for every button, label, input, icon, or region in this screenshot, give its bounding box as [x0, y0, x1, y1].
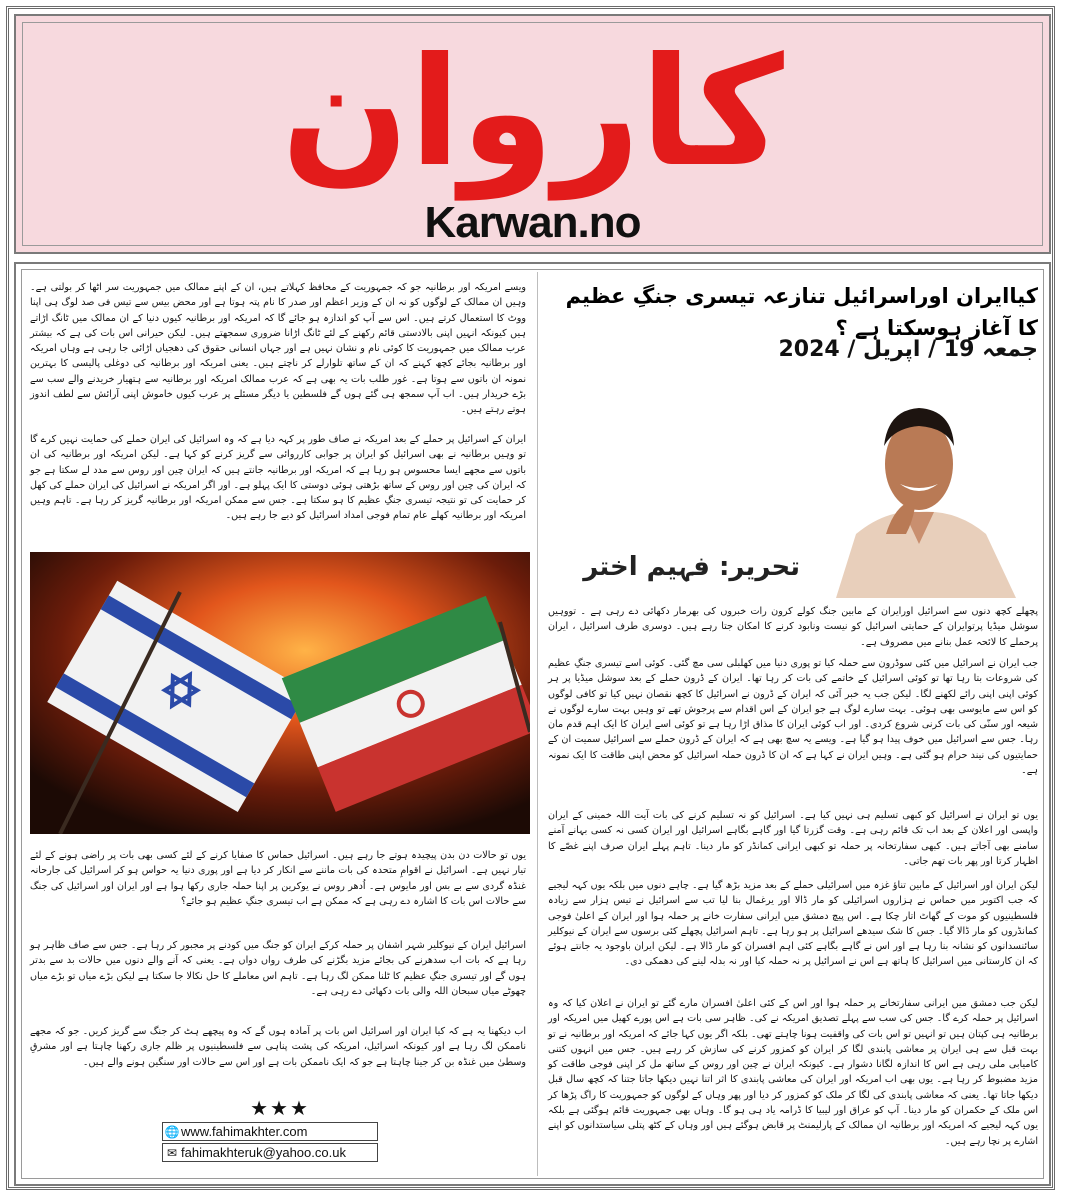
envelope-icon: ✉ — [166, 1146, 178, 1160]
section-stars: ★★★ — [250, 1096, 310, 1120]
left-paragraph-3: یوں تو حالات دن بدن پیچیدہ ہوتے جا رہے ہیں۔ اسرائیل حماس کا صفایا کرنے کے لئے کسی بھی بات پر راضی ہونے کے لئے تیار نہیں ہے۔ اسرائیل نے اقوامِ متحدہ کی بات ماننے سے انکار کر دیا ہے اور پوری دنیا یہ حواس ہو کر اسرائیل کی جارحانہ غنڈہ گردی سے بے بس اور مایوس ہے۔ اُدھر روس نے یوکرین پر اپنا حملہ جاری رکھا ہوا ہے اور ایران اور اسرائیل کی جنگ سے حالات اس بات کا اشارہ دے رہی ہے کہ ممکن ہے اب تیسری جنگِ عظیم ہو جائے؟ — [30, 850, 526, 907]
right-paragraph-3: یوں تو ایران نے اسرائیل کو کبھی تسلیم ہی نہیں کیا ہے۔ اسرائیل کو نہ تسلیم کرنے کی بات آیت اللہ خمینی کے ایران واپسی اور اعلان کے بعد اب تک قائم رہی ہے۔ وقت گزرتا گیا اور گاہے بگاہے اسرائیل اور ایران کسی نہ کسی بہانے آمنے سامنے بھی آجاتے ہیں۔ کبھی سفارتخانہ پر حملہ تو کبھی ایرانی کمانڈر کو مار دینا۔ تاہم پہلے ایران صرف اپنے غصّے کا اظہار کرتا اور پھر بات تھم جاتی۔ — [548, 810, 1038, 867]
right-paragraph-5: لیکن جب دمشق میں ایرانی سفارتخانے پر حملہ ہوا اور اس کے کئی اعلیٰ افسران مارے گئے تو ایران نے اعلان کیا کہ وہ اسرائیل پر حملہ کرے گا۔ جس کی سب سے پہلے تصدیق امریکہ نے کی۔ ظاہر سی بات ہے اس پورے کھیل میں امریکہ اور برطانیہ ہی کپتان ہیں تو انہیں تو اس بات کی واقفیت ہونا چاہتے تھی۔ بلکہ اگر یوں کہا جائے کہ امریکہ اور برطانیہ نے تو بہت قبل سے ہی ایران پر معاشی پابندی لگا کر ایران کو کمزور کرنے کی سازش کر رہے ہیں۔ جس میں انہوں کتنی کامیابی ملی رہی ہے اس کا اندازہ لگانا دشوار ہے۔ کیونکہ ایران نے چین اور روس کے ساتھ مل کر اپنی فوجی طاقت کو مزید مضبوط کر رہا ہے۔ یوں بھی اب امریکہ اور ایران کی معاشی پابندی کا اثر اتنا نہیں دیکھا جاتا جتنا کہ کچھ سال قبل دیکھا جاتا تھا۔ یعنی کہ معاشی پابندی کی لگا کر ملک کو کمزور کر دیا اور پھر وہاں کے لوگوں کو جمہوریت کا راگ پڑھا کر اس ملک کے حکمران کو مار دینا۔ آپ کو عراق اور لیبیا کا ڈرامہ یاد ہی ہو گا۔ وہاں بھی جمہوریت قائم ہوگئی ہے بلکہ یوں کہہ لیجیے کہ امریکہ اور برطانیہ ان ممالک کے پارلیمنٹ پر قابض ہوگئے ہیں اور وہاں کے کٹھ پتلی سیاستدانوں کو اپنے اشارے پر نچا رہے ہیں۔ — [548, 998, 1038, 1147]
column-divider — [537, 272, 538, 1176]
right-paragraph-2: جب ایران نے اسرائیل میں کئی سوڈرون سے حملہ کیا تو پوری دنیا میں کھلبلی سی مچ گئی۔ کوئی اسے تیسری جنگِ عظیم کی شروعات بتا رہا تھا تو کوئی اسرائیل کے خاتمے کی بات کر رہا تھا۔ ایران کے ڈرون حملے کے بعد سوشل میڈیا پر ہر کوئی اپنی اپنی رائے لکھنے لگا۔ لیکن جب یہ خبر آئی کہ ایران کے ڈرون نے اسرائیل کا کچھ نقصان نہیں کیا تو کافی لوگوں کو اس سے مایوسی بھی ہوئی۔ بہت سارے لوگ ہے جو ایران کے اس اقدام سے پرجوش تھے تو وہیں بہت سارے لوگوں نے شیعہ اور سنّی کی بات کرنی شروع کردی۔ اور اب کوئی ایران کا مذاق اڑا رہا ہے تو کوئی اسے ایران کا ایک اہم قدم مان رہا۔ جس سے اسرائیل میں خوف پیدا ہو گیا ہے۔ ویسے یہ سچ بھی ہے کہ ایران کے ڈرون حملے سے اسرائیل سمیت ان کے حمایتیوں کی نیند حرام ہو گئی ہے۔ وہیں ایران نے کہا ہے کہ ان کا ڈرون حملہ اسرائیل کو محض اپنی طاقت کا ایک نمونہ ہے۔ — [548, 658, 1038, 777]
left-paragraph-4: اسرائیل ایران کے نیوکلیر شہر اشفان پر حملہ کرکے ایران کو جنگ میں کودنے پر مجبور کر رہا ہے۔ جس سے صاف ظاہر ہو رہا ہے کہ بات اب سدھرنے کی بجائے مزید بگڑنے کی طرف رواں دواں ہے۔ یعنی کہ آنے والے دنوں میں حالات بد سے بدتر ہوں گے اور تیسری جنگِ عظیم کا ٹلنا ممکن لگ رہا ہے۔ تاہم اس معاملے کا حل نکالا جا سکتا ہے لیکن بڑے میاں تو بڑے میاں چھوٹے میاں سبحان اللہ والی بات دکھائی دے رہی ہے۔ — [30, 940, 526, 997]
logo-latin: Karwan.no — [424, 198, 641, 247]
left-paragraph-1: ویسے امریکہ اور برطانیہ جو کہ جمہوریت کے محافظ کہلاتے ہیں، ان کے اپنے ممالک میں جمہوریت سر اٹھا کر بولتی ہے۔ وہیں ان ممالک کے لوگوں کو نہ ان کے وزیر اعظم اور صدر کا نام پتہ ہوتا ہے اور محض بیس سے تیس فی صد لوگ ہی اپنا ووٹ کا استعمال کرتے ہیں۔ اس سے آپ کو اندازہ ہو جائے گا کہ امریکہ اور برطانیہ کیوں دنیا کے ان ممالک میں ٹانگ اڑاتے ہیں کیونکہ انہیں اپنی بالادستی قائم رکھنے کے لئے ٹانگ اڑانا ضروری سمجھتے ہیں۔ لیکن حیرانی اس بات کی ہے کہ بیشتر عرب ممالک میں جمہوریت کا کوئی نام و نشان نہیں ہے اور جہاں انسانی حقوق کی دھجیاں اڑائی جا رہی ہے وہاں امریکہ اور برطانیہ بجائے کچھ کہنے کہ ان کے ساتھ تلوارلے کر ناچتے ہیں۔ یعنی امریکہ اور برطانیہ کی دوغلی پالیسی کا بہترین نمونہ ان باتوں سے ہوتا ہے۔ غور طلب بات یہ بھی ہے کہ عرب ممالک امریکہ اور برطانیہ سے ہتھیار خریدنے والے سب سے بڑے خریدار ہیں۔ اب آپ سمجھ ہی گئے ہوں گے فلسطین یا دیگر مسئلے پر عرب کیوں خاموش اپنی آرائش سے لطف اندوز ہوتے رہتے ہیں۔ — [30, 282, 526, 416]
left-paragraph-2: ایران کے اسرائیل پر حملے کے بعد امریکہ نے صاف طور پر کہہ دیا ہے کہ وہ اسرائیل کی ایران حملے کی حمایت نہیں کرے گا تو وہیں برطانیہ نے بھی اسرائیل کو ایران پر جوابی کارروائی سے گریز کرنے کو کہا ہے۔ لیکن امریکہ اور برطانیہ کی ان باتوں سے مجھے ایسا محسوس ہو رہا ہے کہ امریکہ اور برطانیہ جانتے ہیں کہ ایران چین اور روس سے مدد لے سکتا ہے جو کہ ایران کی چین اور روس کے ساتھ بڑھتی ہوئی دوستی کا ایک پہلو ہے۔ اور اگر امریکہ نے اسرائیل کی ایران حملے کی کھل کر حمایت کی تو نتیجہ تیسری جنگِ عظیم کا ہو سکتا ہے۔ جس سے ممکن امریکہ اور برطانیہ گریز کر رہا ہے۔ تاہم وہیں امریکہ اور برطانیہ کھلے عام تمام فوجی امداد اسرائیل کو دیے جا رہے ہیں۔ — [30, 434, 526, 522]
israel-iran-flags-illustration — [30, 552, 530, 834]
email-text: fahimakhteruk@yahoo.co.uk — [181, 1145, 346, 1160]
logo-urdu: کاروان — [281, 26, 784, 200]
email-link[interactable] — [162, 1143, 378, 1162]
article-date: جمعہ 19 / اپریل / 2024 — [778, 337, 1038, 362]
right-paragraph-1: پچھلے کچھ دنوں سے اسرائیل اورایران کے مابین جنگ کولے کرون رات خبروں کی بھرمار دکھائی دے رہی ہے ۔ تووہیں سوشل میڈیا پرتوایران کے حمایتی اسرائیل کو نیست ونابود کرنے کا امکان جتا رہے ہیں۔ دوسری طرف اسرائیل ، ایران پرحملے کا لائحہ عمل بنانے میں مصروف ہے۔ — [548, 606, 1038, 648]
article-title: کیاایران اوراسرائیل تنازعہ تیسری جنگِ عظیم کا آغاز ہوسکتا ہے ؟ — [565, 284, 1038, 340]
author-byline: تحریر: فہیم اختر — [583, 552, 800, 582]
website-text: www.fahimakhter.com — [181, 1124, 308, 1139]
left-paragraph-5: اب دیکھنا یہ ہے کہ کیا ایران اور اسرائیل اس بات پر آمادہ ہوں گے کہ وہ پیچھے ہٹ کر جنگ سے گریز کریں۔ جو کہ مجھے ناممکن لگ رہا ہے اور کیونکہ اسرائیل، امریکہ کی پشت پناہی سے فلسطینیوں پر ظلم جاری رکھنا چاہتا ہے اور مشرقِ وسطیٰ میں غنڈہ بن کر جینا چاہتا ہے جو کہ ایک ناممکن بات ہے اور اس سے حالات اور سنگین ہونے والے ہیں۔ — [30, 1026, 526, 1068]
author-photo — [796, 384, 1042, 598]
flags-image — [30, 552, 530, 834]
author-portrait-image — [796, 384, 1042, 598]
masthead — [14, 14, 1051, 254]
right-paragraph-4: لیکن ایران اور اسرائیل کے مابین تناؤ غزہ میں اسرائیلی حملے کے بعد مزید بڑھ گیا ہے۔ چاہے دنوں میں بلکہ یوں کہہ لیجیے کہ جب اکتوبر میں حماس نے ہزاروں اسرائیلی کو مار ڈالا اور یرغمال بنا لیا تب سے اسرائیل نے تیس ہزار سے زیادہ فلسطینیوں کو موت کے گھاٹ اتار چکا ہے۔ اس پیچ دمشق میں ایرانی سفارت خانے پر حملہ ہوا اور ایران کے اعلیٰ فوجی کمانڈروں کو مار ڈالا گیا۔ جس کا شک سیدھے اسرائیل پر ہو رہا ہے۔ تاہم اسرائیل پچھلے کئی برسوں سے ایران کے نیوکلیر سائنسدانوں کو نشانہ بنا رہا ہے اور اس نے گاہے بگاہے کئی اہم افسران کو مار ڈالا ہے۔ لیکن ایران باوجود یہ جانتے ہوئے کہ ان کارستانی میں اسرائیل کا ہاتھ ہے اس نے اسرائیل پر نہ حملہ کیا اور نہ بدلہ لینے کی دھمکی دی۔ — [548, 880, 1038, 968]
website-link[interactable] — [162, 1122, 378, 1141]
globe-icon: 🌐 — [164, 1125, 180, 1139]
